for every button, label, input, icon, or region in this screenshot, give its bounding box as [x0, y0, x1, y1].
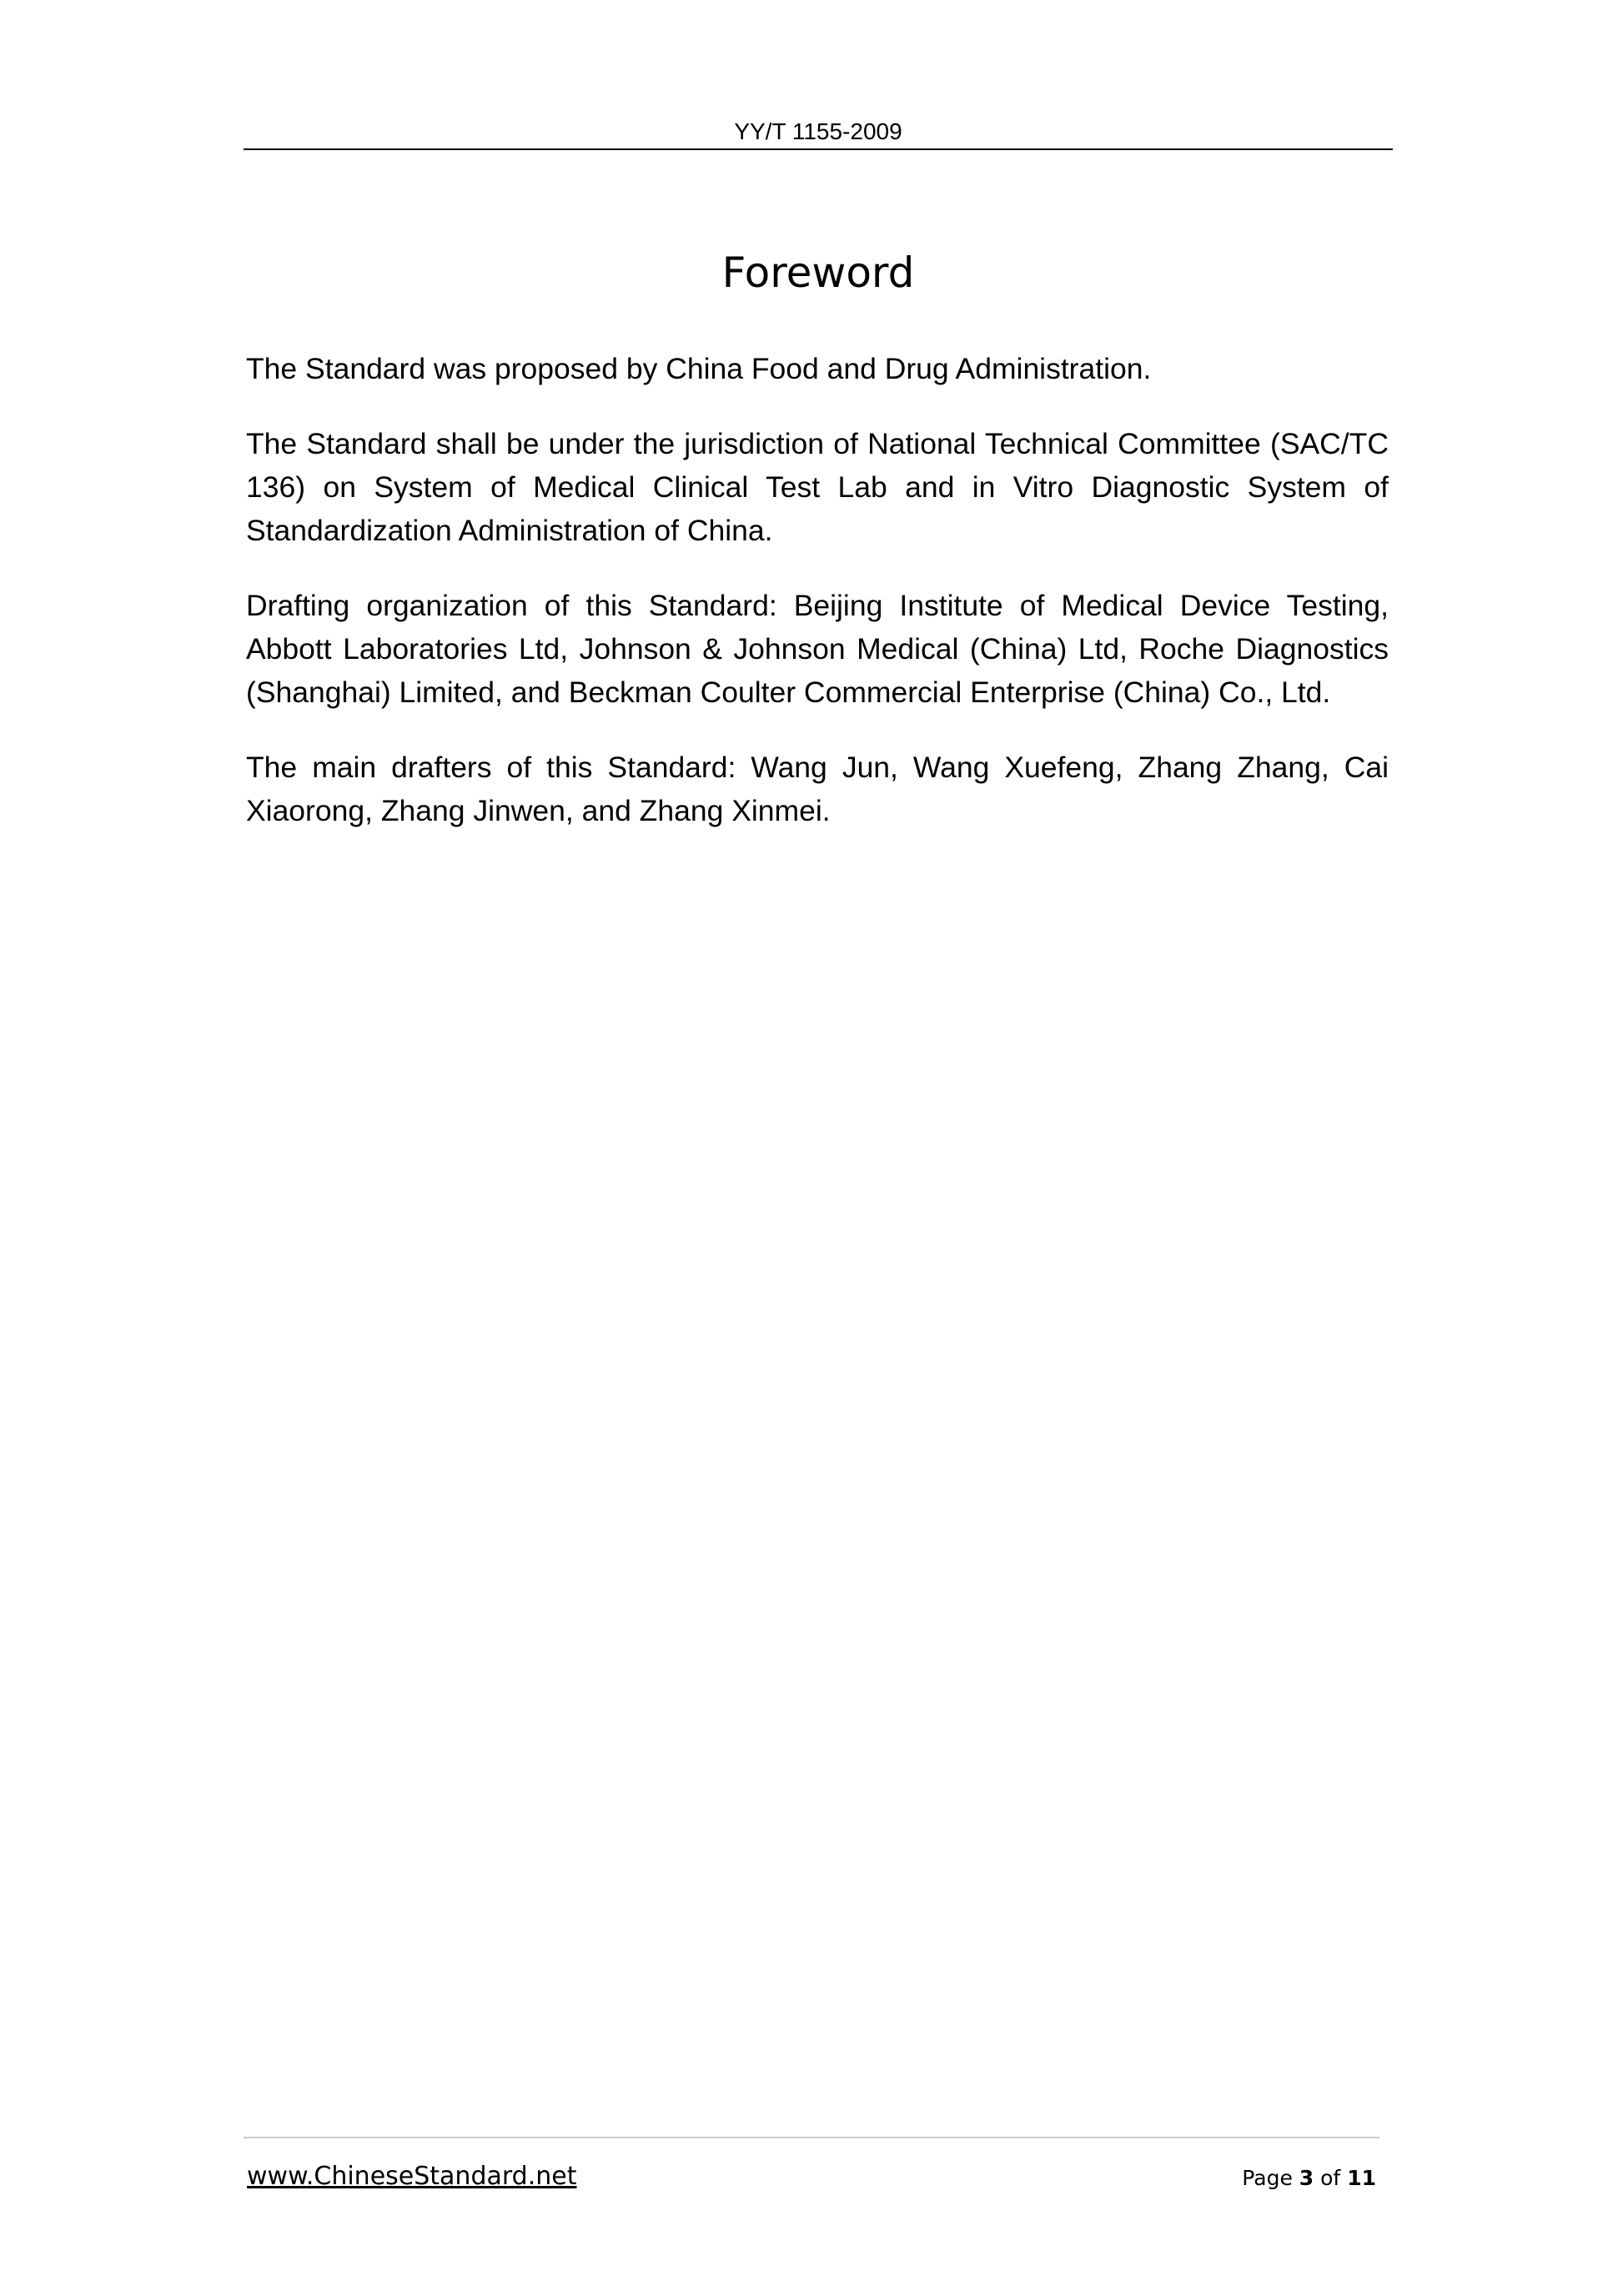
page-counter	[1242, 2165, 1376, 2192]
header-divider	[244, 148, 1393, 150]
running-header: YY/T 1155-2009	[734, 118, 902, 144]
page-word: Page	[1242, 2166, 1293, 2190]
document-body	[246, 347, 1389, 864]
paragraph-main-drafters: The main drafters of this Standard: Wang Jun, Wang Xuefeng, Zhang Zhang, Cai Xiaorong, Zhang Jinwen, and Zhang Xinmei.	[246, 751, 1389, 827]
paragraph-drafting-organizations: Drafting organization of this Standard: Beijing Institute of Medical Device Testing, Abbott Laboratories Ltd, Johnson & Johnson Medical (China) Ltd, Roche Diagnostics (Shanghai) Limited, and Beckman Coulter Commercial Enterprise (China) Co., Ltd.	[246, 589, 1389, 709]
footer-divider	[244, 2137, 1379, 2138]
paragraph-jurisdiction: The Standard shall be under the jurisdiction of National Technical Committee (SAC/TC 136) on System of Medical Clinical Test Lab and in Vitro Diagnostic System of Standardization Administration of China.	[246, 427, 1389, 547]
page-title: Foreword	[721, 249, 915, 297]
paragraph-proposer: The Standard was proposed by China Food and Drug Administration.	[246, 352, 1152, 385]
of-word: of	[1320, 2166, 1341, 2190]
total-pages-number: 11	[1347, 2166, 1376, 2190]
website-link[interactable]: www.ChineseStandard.net	[247, 2162, 577, 2191]
current-page-number: 3	[1299, 2166, 1314, 2190]
